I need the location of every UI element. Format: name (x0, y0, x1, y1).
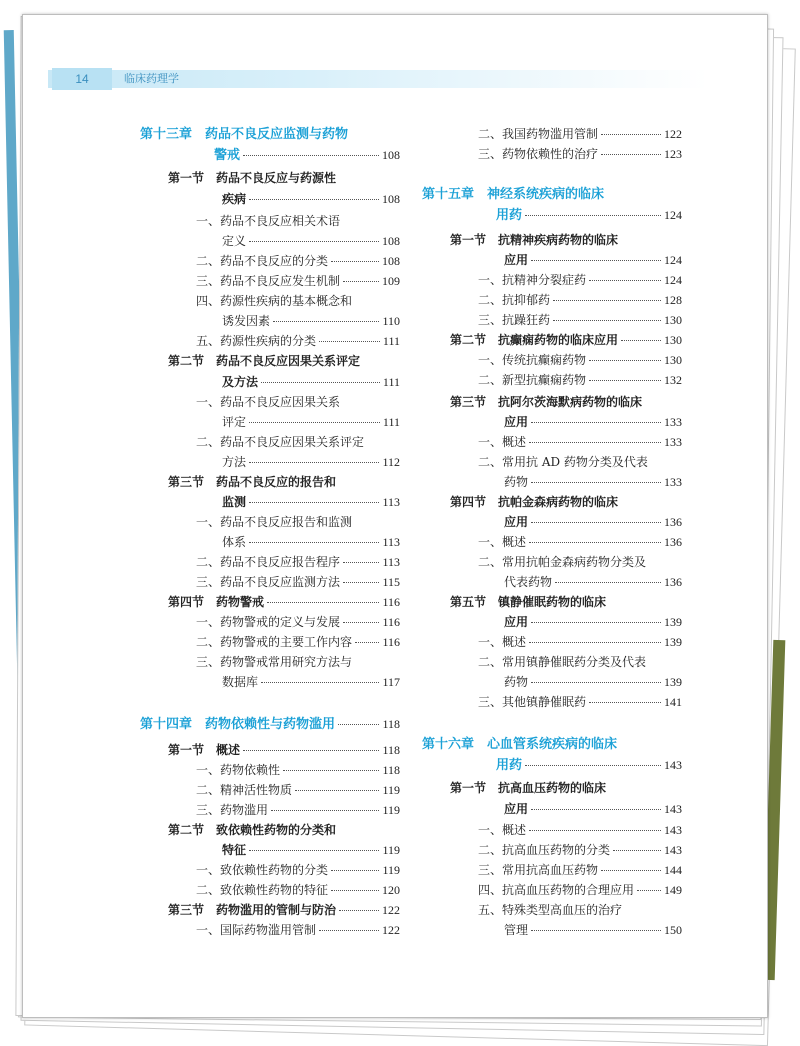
toc-entry-label: 用药 (496, 758, 523, 773)
toc-page-number: 118 (382, 717, 400, 731)
toc-entry-label: 二、我国药物滥用管制 (478, 127, 599, 141)
toc-page-number: 130 (664, 333, 682, 347)
toc-page-number: 108 (382, 192, 400, 206)
toc-entry-label: 三、药品不良反应监测方法 (196, 575, 341, 589)
dot-leader (531, 260, 661, 261)
dot-leader (553, 320, 661, 321)
toc-item-j1b (222, 414, 400, 430)
toc-item-w1 (478, 634, 682, 650)
toc-page-number: 133 (664, 435, 682, 449)
toc-page-number: 108 (382, 254, 400, 268)
toc-page-number: 143 (664, 823, 682, 837)
toc-section-u4b (504, 514, 682, 530)
toc-item-w3 (478, 694, 682, 710)
toc-page-number: 150 (664, 923, 682, 937)
dot-leader (601, 870, 661, 871)
dot-leader (553, 300, 661, 301)
toc-section-u1a: 第一节 抗精神疾病药物的临床 (450, 233, 619, 247)
toc-page-number: 136 (664, 535, 682, 549)
toc-page-number: 116 (382, 615, 400, 629)
dot-leader (249, 850, 379, 851)
toc-entry-label: 三、其他镇静催眠药 (478, 695, 587, 709)
toc-entry-label: 三、药物依赖性的治疗 (478, 147, 599, 161)
toc-entry-label: 疾病 (222, 192, 247, 206)
toc-entry-label: 药物 (504, 475, 529, 489)
toc-page-number: 117 (382, 675, 400, 689)
toc-item-v1 (478, 534, 682, 550)
page-number: 14 (52, 68, 112, 90)
toc-entry-label: 一、概述 (478, 435, 527, 449)
toc-item-m1 (196, 762, 400, 778)
toc-entry-label: 二、精神活性物质 (196, 783, 293, 797)
toc-item-i1b (222, 233, 400, 249)
toc-section-s1a: 第一节 药品不良反应与药源性 (168, 171, 337, 185)
toc-entry-label: 方法 (222, 455, 247, 469)
toc-item-o3 (478, 146, 682, 162)
dot-leader (331, 870, 379, 871)
toc-section-t1 (168, 742, 400, 758)
dot-leader (243, 155, 379, 156)
toc-item-r1 (478, 434, 682, 450)
toc-page-number: 119 (382, 803, 400, 817)
dot-leader (283, 770, 379, 771)
toc-page-number: 118 (382, 763, 400, 777)
toc-entry-label: 应用 (504, 802, 529, 816)
dot-leader (637, 890, 661, 891)
toc-entry-label: 评定 (222, 415, 247, 429)
toc-section-u2 (450, 332, 682, 348)
dot-leader (589, 380, 661, 381)
toc-entry-label: 第四节 药物警戒 (168, 595, 265, 609)
toc-page-number: 124 (664, 273, 682, 287)
toc-page-number: 109 (382, 274, 400, 288)
toc-item-j1a: 一、药品不良反应因果关系 (196, 395, 341, 409)
toc-item-l2 (196, 634, 400, 650)
toc-entry-label: 应用 (504, 615, 529, 629)
toc-section-t2a: 第二节 致依赖性药物的分类和 (168, 823, 337, 837)
dot-leader (555, 582, 661, 583)
dot-leader (531, 622, 661, 623)
toc-page-number: 115 (382, 575, 400, 589)
toc-entry-label: 三、药物滥用 (196, 803, 269, 817)
toc-chapter-c13b (214, 147, 400, 164)
toc-entry-label: 第二节 抗癫痫药物的临床应用 (450, 333, 619, 347)
dot-leader (249, 199, 379, 200)
toc-item-l3b (222, 674, 400, 690)
toc-page-number: 112 (382, 455, 400, 469)
dot-leader (589, 702, 661, 703)
toc-chapter-c15a: 第十五章 神经系统疾病的临床 (422, 187, 605, 202)
toc-chapter-c15b (496, 207, 682, 224)
toc-entry-label: 一、传统抗癫痫药物 (478, 353, 587, 367)
toc-page-number: 139 (664, 635, 682, 649)
toc-page-number: 128 (664, 293, 682, 307)
dot-leader (529, 830, 661, 831)
toc-entry-label: 及方法 (222, 375, 259, 389)
dot-leader (331, 890, 379, 891)
toc-entry-label: 五、药源性疾病的分类 (196, 334, 317, 348)
dot-leader (525, 215, 661, 216)
toc-page-number: 136 (664, 575, 682, 589)
dot-leader (249, 542, 379, 543)
toc-page-number: 113 (382, 555, 400, 569)
dot-leader (331, 261, 379, 262)
toc-section-x1a: 第一节 抗高血压药物的临床 (450, 781, 607, 795)
dot-leader (343, 582, 379, 583)
toc-page-number: 119 (382, 863, 400, 877)
toc-entry-label: 一、概述 (478, 635, 527, 649)
toc-item-v2a: 二、常用抗帕金森病药物分类及 (478, 555, 647, 569)
toc-page-number: 108 (382, 148, 400, 162)
toc-item-j2b (222, 454, 400, 470)
toc-page-number: 111 (382, 375, 400, 389)
toc-item-r2a: 二、常用抗 AD 药物分类及代表 (478, 455, 648, 469)
toc-entry-label: 三、药品不良反应发生机制 (196, 274, 341, 288)
toc-page-number: 116 (382, 595, 400, 609)
toc-item-k2 (196, 554, 400, 570)
toc-entry-label: 一、国际药物滥用管制 (196, 923, 317, 937)
toc-item-l1 (196, 614, 400, 630)
dot-leader (343, 281, 379, 282)
toc-item-p3 (478, 312, 682, 328)
toc-entry-label: 管理 (504, 923, 529, 937)
toc-entry-label: 药物 (504, 675, 529, 689)
toc-item-i5 (196, 333, 400, 349)
toc-item-y2 (478, 842, 682, 858)
toc-page-number: 119 (382, 843, 400, 857)
toc-page-number: 122 (382, 903, 400, 917)
toc-page-number: 113 (382, 535, 400, 549)
toc-item-p2 (478, 292, 682, 308)
toc-page-number: 123 (664, 147, 682, 161)
toc-section-u3a: 第三节 抗阿尔茨海默病药物的临床 (450, 395, 643, 409)
toc-page-number: 143 (664, 802, 682, 816)
dot-leader (343, 562, 379, 563)
toc-section-s3a: 第三节 药品不良反应的报告和 (168, 475, 337, 489)
toc-page-number: 111 (382, 334, 400, 348)
toc-entry-label: 一、药物警戒的定义与发展 (196, 615, 341, 629)
toc-entry-label: 二、致依赖性药物的特征 (196, 883, 329, 897)
toc-item-q1 (478, 352, 682, 368)
toc-page-number: 119 (382, 783, 400, 797)
toc-item-l3a: 三、药物警戒常用研究方法与 (196, 655, 353, 669)
toc-page-number: 143 (664, 758, 682, 772)
toc-page-number: 113 (382, 495, 400, 509)
toc-section-u5a: 第五节 镇静催眠药物的临床 (450, 595, 607, 609)
toc-chapter-c16b (496, 757, 682, 774)
toc-entry-label: 第十四章 药物依赖性与药物滥用 (140, 717, 336, 732)
toc-item-i1a: 一、药品不良反应相关术语 (196, 214, 341, 228)
dot-leader (261, 682, 379, 683)
dot-leader (243, 750, 379, 751)
dot-leader (273, 321, 379, 322)
toc-section-t3 (168, 902, 400, 918)
dot-leader (355, 642, 379, 643)
dot-leader (261, 382, 380, 383)
dot-leader (531, 682, 661, 683)
toc-item-n1 (196, 862, 400, 878)
toc-entry-label: 一、概述 (478, 535, 527, 549)
dot-leader (249, 241, 379, 242)
toc-item-i4a: 四、药源性疾病的基本概念和 (196, 294, 353, 308)
dot-leader (589, 280, 661, 281)
toc-page-number: 143 (664, 843, 682, 857)
toc-entry-label: 应用 (504, 415, 529, 429)
toc-section-s2b (222, 374, 400, 390)
toc-page-number: 144 (664, 863, 682, 877)
toc-page-number: 133 (664, 415, 682, 429)
toc-item-o2 (478, 126, 682, 142)
toc-chapter-c13a: 第十三章 药品不良反应监测与药物 (140, 127, 349, 142)
toc-page-number: 116 (382, 635, 400, 649)
toc-item-i2 (196, 253, 400, 269)
toc-chapter-c14 (140, 716, 400, 733)
dot-leader (529, 442, 661, 443)
toc-entry-label: 诱发因素 (222, 314, 271, 328)
toc-entry-label: 二、新型抗癫痫药物 (478, 373, 587, 387)
toc-section-s2a: 第二节 药品不良反应因果关系评定 (168, 354, 361, 368)
dot-leader (271, 810, 379, 811)
dot-leader (531, 930, 661, 931)
dot-leader (249, 462, 379, 463)
toc-item-q2 (478, 372, 682, 388)
dot-leader (601, 134, 661, 135)
toc-item-j2a: 二、药品不良反应因果关系评定 (196, 435, 365, 449)
dot-leader (339, 910, 379, 911)
dot-leader (249, 422, 380, 423)
toc-page-number: 122 (664, 127, 682, 141)
dot-leader (525, 765, 661, 766)
dot-leader (589, 360, 661, 361)
toc-entry-label: 数据库 (222, 675, 259, 689)
toc-item-i3 (196, 273, 400, 289)
toc-entry-label: 二、药品不良反应报告程序 (196, 555, 341, 569)
toc-entry-label: 定义 (222, 234, 247, 248)
toc-page-number: 124 (664, 208, 682, 222)
toc-page-number: 122 (382, 923, 400, 937)
toc-section-s1b (222, 191, 400, 207)
toc-page-number: 130 (664, 353, 682, 367)
toc-entry-label: 二、药物警戒的主要工作内容 (196, 635, 353, 649)
dot-leader (613, 850, 661, 851)
toc-item-y3 (478, 862, 682, 878)
toc-entry-label: 二、抗高血压药物的分类 (478, 843, 611, 857)
toc-entry-label: 二、抗抑郁药 (478, 293, 551, 307)
toc-entry-label: 第三节 药物滥用的管制与防治 (168, 903, 337, 917)
toc-page-number: 139 (664, 615, 682, 629)
toc-section-u4a: 第四节 抗帕金森病药物的临床 (450, 495, 619, 509)
toc-entry-label: 第一节 概述 (168, 743, 241, 757)
toc-item-y5a: 五、特殊类型高血压的治疗 (478, 903, 623, 917)
dot-leader (531, 422, 661, 423)
toc-page-number: 108 (382, 234, 400, 248)
dot-leader (338, 724, 379, 725)
dot-leader (531, 482, 661, 483)
dot-leader (529, 642, 661, 643)
toc-entry-label: 三、抗躁狂药 (478, 313, 551, 327)
toc-entry-label: 一、抗精神分裂症药 (478, 273, 587, 287)
toc-entry-label: 体系 (222, 535, 247, 549)
toc-page-number: 120 (382, 883, 400, 897)
toc-item-k1a: 一、药品不良反应报告和监测 (196, 515, 353, 529)
toc-item-p1 (478, 272, 682, 288)
dot-leader (295, 790, 379, 791)
toc-page-number: 130 (664, 313, 682, 327)
toc-entry-label: 一、概述 (478, 823, 527, 837)
toc-page-number: 110 (382, 314, 400, 328)
toc-entry-label: 代表药物 (504, 575, 553, 589)
toc-item-y5b (504, 922, 682, 938)
toc-item-o1 (196, 922, 400, 938)
dot-leader (531, 809, 661, 810)
toc-item-k1b (222, 534, 400, 550)
toc-entry-label: 一、致依赖性药物的分类 (196, 863, 329, 877)
toc-entry-label: 三、常用抗高血压药物 (478, 863, 599, 877)
toc-entry-label: 四、抗高血压药物的合理应用 (478, 883, 635, 897)
toc-entry-label: 二、药品不良反应的分类 (196, 254, 329, 268)
toc-item-w2a: 二、常用镇静催眠药分类及代表 (478, 655, 647, 669)
toc-page-number: 149 (664, 883, 682, 897)
toc-item-n2 (196, 882, 400, 898)
toc-entry-label: 应用 (504, 515, 529, 529)
toc-entry-label: 警戒 (214, 148, 241, 163)
toc-entry-label: 应用 (504, 253, 529, 267)
toc-section-s4 (168, 594, 400, 610)
toc-item-y4 (478, 882, 682, 898)
dot-leader (531, 522, 661, 523)
toc-entry-label: 用药 (496, 208, 523, 223)
toc-page-number: 136 (664, 515, 682, 529)
dot-leader (319, 930, 379, 931)
toc-item-m2 (196, 782, 400, 798)
book-title: 临床药理学 (124, 72, 179, 85)
toc-section-u1b (504, 252, 682, 268)
toc-item-r2b (504, 474, 682, 490)
toc-section-x1b (504, 801, 682, 817)
dot-leader (267, 602, 379, 603)
toc-entry-label: 监测 (222, 495, 247, 509)
dot-leader (621, 340, 661, 341)
toc-section-t2b (222, 842, 400, 858)
toc-entry-label: 一、药物依赖性 (196, 763, 281, 777)
toc-section-s3b (222, 494, 400, 510)
toc-page-number: 139 (664, 675, 682, 689)
dot-leader (319, 341, 380, 342)
dot-leader (601, 154, 661, 155)
toc-page-number: 111 (382, 415, 400, 429)
toc-page-number: 118 (382, 743, 400, 757)
toc-item-w2b (504, 674, 682, 690)
toc-page-number: 132 (664, 373, 682, 387)
toc-item-v2b (504, 574, 682, 590)
toc-entry-label: 特征 (222, 843, 247, 857)
toc-item-i4b (222, 313, 400, 329)
toc-item-k3 (196, 574, 400, 590)
toc-item-m3 (196, 802, 400, 818)
dot-leader (529, 542, 661, 543)
dot-leader (343, 622, 379, 623)
toc-page-number: 141 (664, 695, 682, 709)
toc-item-y1 (478, 822, 682, 838)
toc-chapter-c16a: 第十六章 心血管系统疾病的临床 (422, 737, 618, 752)
toc-section-u3b (504, 414, 682, 430)
toc-page-number: 133 (664, 475, 682, 489)
dot-leader (249, 502, 379, 503)
toc-page-number: 124 (664, 253, 682, 267)
toc-section-u5b (504, 614, 682, 630)
